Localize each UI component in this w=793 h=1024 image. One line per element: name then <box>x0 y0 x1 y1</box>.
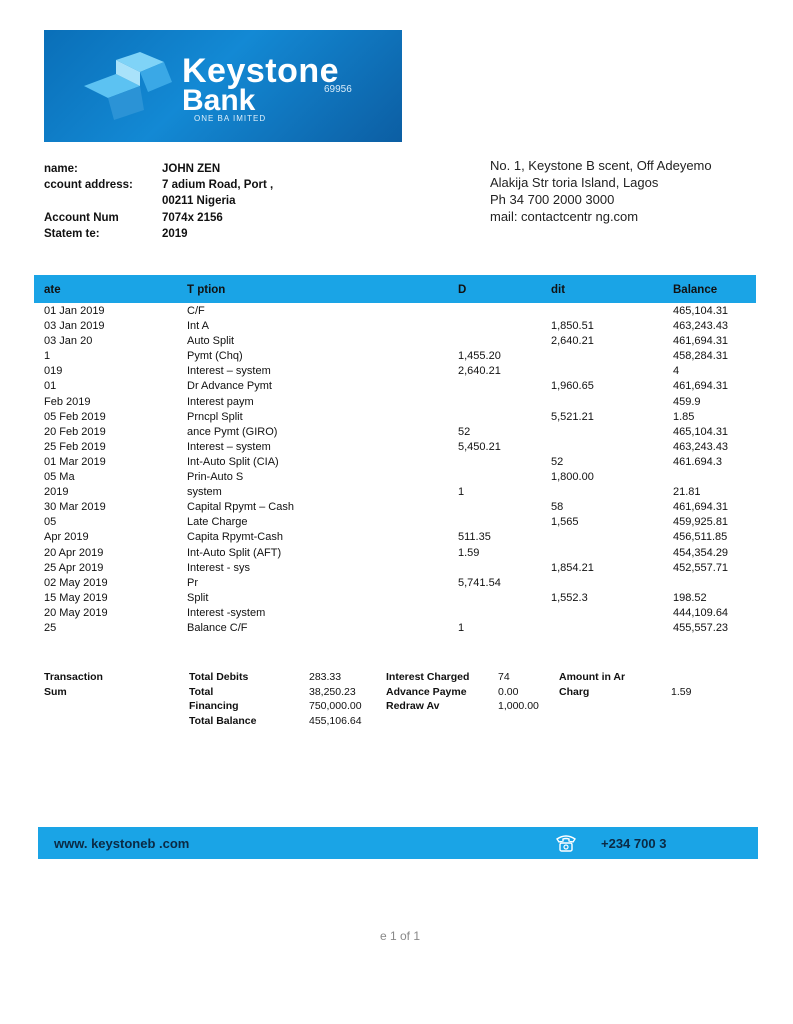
table-row <box>44 364 744 379</box>
cell-debit: 1.59 <box>458 546 480 559</box>
cell-description: system <box>187 486 222 499</box>
address-line: No. 1, Keystone B scent, Off Adeyemo <box>490 158 712 173</box>
cell-credit: 58 <box>551 501 564 514</box>
cell-balance: 461,694.31 <box>673 380 729 393</box>
cell-description: Capital Rpymt – Cash <box>187 501 294 514</box>
cell-balance: 4 <box>673 365 680 378</box>
cell-credit: 2,640.21 <box>551 335 594 348</box>
cell-credit: 1,552.3 <box>551 591 588 604</box>
header-description: T ption <box>187 284 226 296</box>
cell-date: 05 <box>44 516 57 529</box>
cell-description: Split <box>187 591 209 604</box>
cell-credit: 1,854.21 <box>551 561 594 574</box>
cell-balance: 444,109.64 <box>673 606 729 619</box>
cell-date: 1 <box>44 350 51 363</box>
cell-date: 30 Mar 2019 <box>44 501 106 514</box>
cell-description: Balance C/F <box>187 621 248 634</box>
cell-balance: 455,557.23 <box>673 621 729 634</box>
cell-balance: 198.52 <box>673 591 707 604</box>
address-line: mail: contactcentr ng.com <box>490 209 639 224</box>
summary-arrears: Amount in Ar Charg 1.59 <box>559 671 692 698</box>
cell-debit: 1 <box>458 486 465 499</box>
table-row <box>44 546 744 561</box>
cell-date: 15 May 2019 <box>44 591 108 604</box>
cell-description: Auto Split <box>187 335 235 348</box>
cell-balance: 461,694.31 <box>673 501 729 514</box>
cell-date: 05 Feb 2019 <box>44 410 106 423</box>
table-row <box>44 470 744 485</box>
cell-balance: 452,557.71 <box>673 561 729 574</box>
cell-description: Int A <box>187 320 210 333</box>
table-row <box>44 500 744 515</box>
cell-date: 25 <box>44 621 57 634</box>
table-row <box>44 379 744 394</box>
summary-title: Transaction Sum <box>44 671 103 698</box>
footer-bar <box>38 827 758 859</box>
cell-balance: 465,104.31 <box>673 305 729 317</box>
cell-date: 01 <box>44 380 57 393</box>
cell-description: Interest paym <box>187 395 254 408</box>
account-row: 00211 Nigeria <box>162 195 236 208</box>
address-line: Ph 34 700 2000 3000 <box>490 192 615 207</box>
cell-credit: 1,800.00 <box>551 471 594 484</box>
cell-balance: 1.85 <box>673 410 695 423</box>
cell-date: 03 Jan 20 <box>44 335 93 348</box>
cell-balance: 463,243.43 <box>673 440 729 453</box>
cell-description: Capita Rpymt-Cash <box>187 531 283 544</box>
table-row <box>44 621 744 636</box>
cell-balance: 465,104.31 <box>673 425 729 438</box>
summary-interest: Interest Charged 74 Advance Payme 0.00 Redraw Av 1,000.00 <box>386 671 539 712</box>
cell-date: 03 Jan 2019 <box>44 320 105 333</box>
account-row: name: JOHN ZEN <box>44 163 221 175</box>
cell-balance: 459.9 <box>673 395 701 408</box>
cell-description: Pr <box>187 576 198 589</box>
cell-description: Late Charge <box>187 516 248 529</box>
cell-balance: 21.81 <box>673 486 701 499</box>
bank-address <box>490 157 712 225</box>
transactions-table-body <box>44 304 744 636</box>
cell-description: Prncpl Split <box>187 410 243 423</box>
bank-reg-number: 69956 <box>324 84 352 95</box>
cell-credit: 1,960.65 <box>551 380 594 393</box>
header-debit: D <box>458 284 467 296</box>
address-line: Alakija Str toria Island, Lagos <box>490 175 659 190</box>
cell-balance: 458,284.31 <box>673 350 729 363</box>
cell-debit: 5,741.54 <box>458 576 501 589</box>
footer-website-link[interactable]: www. keystoneb .com <box>54 836 190 851</box>
cell-description: Pymt (Chq) <box>187 350 243 363</box>
cell-description: Int-Auto Split (CIA) <box>187 455 279 468</box>
cell-description: Interest – system <box>187 365 271 378</box>
telephone-icon <box>555 833 577 853</box>
cell-description: ance Pymt (GIRO) <box>187 425 278 438</box>
table-row <box>44 395 744 410</box>
cell-date: 20 Feb 2019 <box>44 425 106 438</box>
logo-cube-icon <box>80 52 176 122</box>
cell-credit: 1,850.51 <box>551 320 594 333</box>
cell-debit: 2,640.21 <box>458 365 501 378</box>
account-row: Statem te: 2019 <box>44 227 188 240</box>
cell-date: 02 May 2019 <box>44 576 108 589</box>
cell-description: Int-Auto Split (AFT) <box>187 546 282 559</box>
cell-description: C/F <box>187 305 205 317</box>
cell-balance: 463,243.43 <box>673 320 729 333</box>
account-row: Account Num 7074x 2156 <box>44 211 223 224</box>
cell-debit: 5,450.21 <box>458 440 501 453</box>
cell-balance: 454,354.29 <box>673 546 729 559</box>
cell-description: Interest -system <box>187 606 266 619</box>
table-row <box>44 485 744 500</box>
cell-debit: 1,455.20 <box>458 350 501 363</box>
cell-credit: 5,521.21 <box>551 410 594 423</box>
transactions-table-header <box>34 275 756 303</box>
table-row <box>44 530 744 545</box>
table-row <box>44 576 744 591</box>
cell-description: Prin-Auto S <box>187 471 244 484</box>
table-row <box>44 319 744 334</box>
cell-date: Feb 2019 <box>44 395 91 408</box>
table-row <box>44 304 744 319</box>
cell-debit: 52 <box>458 425 471 438</box>
table-row <box>44 349 744 364</box>
cell-credit: 52 <box>551 455 564 468</box>
cell-balance: 461,694.31 <box>673 335 729 348</box>
table-row <box>44 455 744 470</box>
bank-name-line1: Keystone <box>182 52 340 90</box>
header-credit: dit <box>551 284 566 296</box>
page-number: e 1 of 1 <box>379 929 421 943</box>
cell-date: 05 Ma <box>44 471 75 484</box>
bank-logo <box>44 30 402 142</box>
cell-date: 01 Mar 2019 <box>44 455 106 468</box>
footer-phone-number: +234 700 3 <box>601 836 667 851</box>
bank-tagline: ONE BA IMITED <box>194 114 267 123</box>
cell-date: 019 <box>44 365 63 378</box>
table-row <box>44 606 744 621</box>
cell-date: Apr 2019 <box>44 531 89 544</box>
cell-debit: 1 <box>458 621 465 634</box>
cell-date: 2019 <box>44 486 69 499</box>
table-row <box>44 410 744 425</box>
cell-balance: 456,511.85 <box>673 531 728 544</box>
header-date: ate <box>44 284 61 296</box>
account-info <box>44 161 362 242</box>
table-row <box>44 591 744 606</box>
cell-debit: 511.35 <box>458 531 491 544</box>
cell-credit: 1,565 <box>551 516 579 529</box>
summary-totals: Total Debits 283.33 Total 38,250.23 Financing 750,000.00 Total Balance 455,106.64 <box>189 671 362 727</box>
bank-name-line2: Bank <box>182 84 256 117</box>
cell-date: 20 May 2019 <box>44 606 108 619</box>
table-row <box>44 440 744 455</box>
account-row: ccount address: 7 adium Road, Port , <box>44 179 274 192</box>
cell-description: Interest – system <box>187 440 271 453</box>
cell-date: 01 Jan 2019 <box>44 305 105 317</box>
cell-description: Interest - sys <box>187 561 250 574</box>
header-balance: Balance <box>673 284 718 296</box>
cell-balance: 461.694.3 <box>673 455 722 468</box>
cell-date: 25 Apr 2019 <box>44 561 104 574</box>
cell-description: Dr Advance Pymt <box>187 380 272 393</box>
cell-date: 25 Feb 2019 <box>44 440 106 453</box>
table-row <box>44 425 744 440</box>
table-row <box>44 515 744 530</box>
table-row <box>44 334 744 349</box>
cell-date: 20 Apr 2019 <box>44 546 104 559</box>
table-row <box>44 561 744 576</box>
cell-balance: 459,925.81 <box>673 516 729 529</box>
